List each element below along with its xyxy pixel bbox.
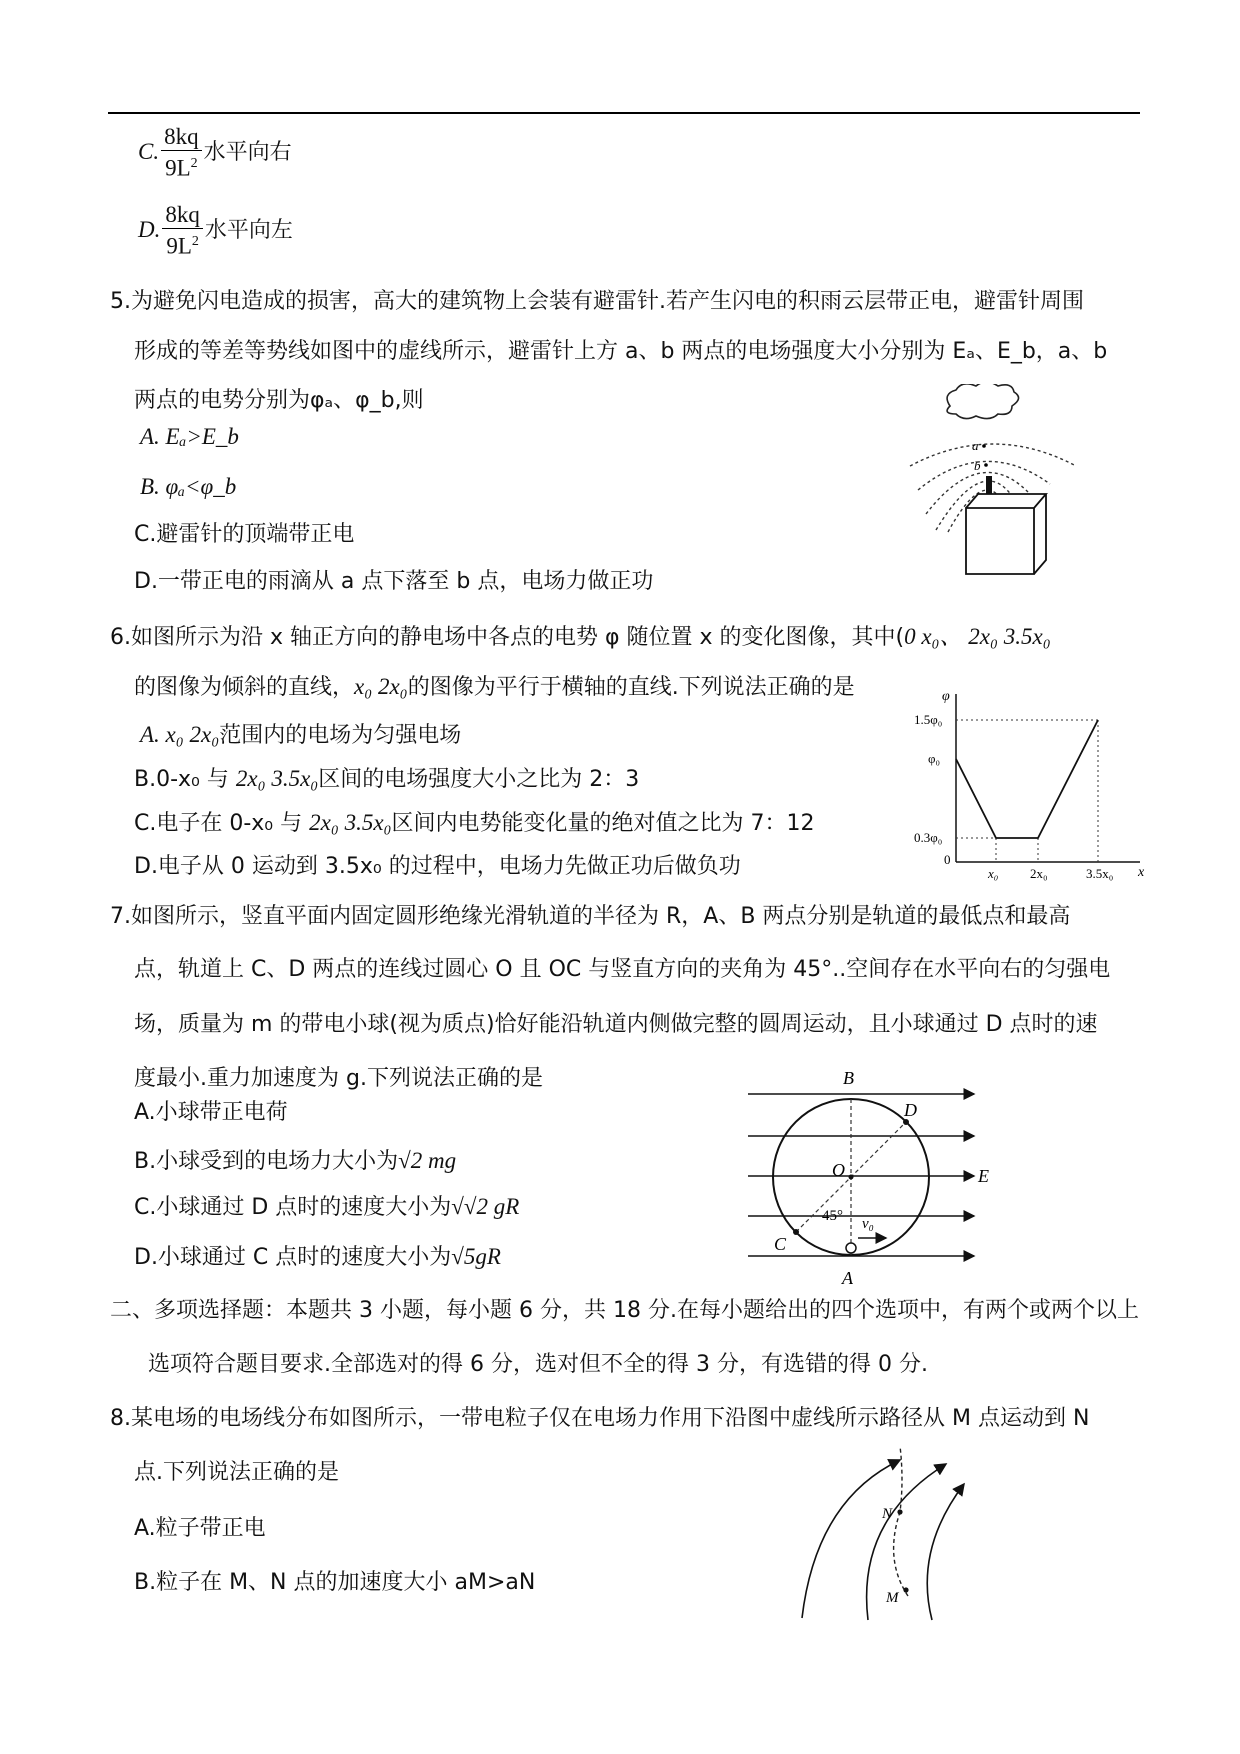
label-e: E xyxy=(978,1166,989,1186)
cloud-icon xyxy=(947,384,1018,419)
q8-option-a: A.粒子带正电 xyxy=(134,1516,266,1541)
particle-path xyxy=(894,1446,908,1596)
q4-option-d-fraction: $\frac{8kq}{9L^2}$ xyxy=(162,202,203,260)
equipotential-line-1 xyxy=(910,444,1076,466)
q6-option-b: B.0-x₀ 与 2x₀ 3.5x₀区间的电场强度大小之比为 2：3 xyxy=(134,766,640,792)
y-tick-1-5phi0: 1.5φ₀ xyxy=(914,712,943,727)
q7-stem-line-1: 7.如图所示，竖直平面内固定圆形绝缘光滑轨道的半径为 R，A、B 两点分别是轨道的最低点和最高 xyxy=(110,904,1071,929)
label-n: N xyxy=(882,1506,893,1522)
q5-stem-line-1: 5.为避免闪电造成的损害，高大的建筑物上会装有避雷针.若产生闪电的积雨云层带正电，避雷针周围 xyxy=(110,289,1084,314)
label-v0: v₀ xyxy=(862,1216,874,1232)
section-2-heading-line-1: 二、多项选择题：本题共 3 小题，每小题 6 分，共 18 分.在每小题给出的四个选项中，有两个或两个以上 xyxy=(110,1298,1139,1323)
label-b: b xyxy=(974,458,981,473)
label-angle: 45° xyxy=(822,1208,843,1224)
q6-option-c: C.电子在 0-x₀ 与 2x₀ 3.5x₀区间内电势能变化量的绝对值之比为 7：12 xyxy=(134,810,815,836)
potential-curve xyxy=(956,720,1098,838)
center-o xyxy=(849,1175,854,1180)
label-m: M xyxy=(886,1590,899,1606)
label-c: C xyxy=(774,1234,787,1254)
y-axis-label: φ xyxy=(942,689,950,704)
q6-range-math: 0 x₀、 2x₀ 3.5x₀ xyxy=(904,624,1051,649)
label-a: A xyxy=(842,1268,853,1288)
q7-circular-track-figure xyxy=(744,1066,994,1292)
q6-option-d: D.电子从 0 运动到 3.5x₀ 的过程中，电场力先做正功后做负功 xyxy=(134,854,741,879)
x-tick-2x0: 2x₀ xyxy=(1030,866,1048,881)
q5-option-b: B. φₐ<φ_b xyxy=(140,474,237,499)
y-tick-phi0: φ₀ xyxy=(928,751,941,766)
q5-option-d: D.一带正电的雨滴从 a 点下落至 b 点，电场力做正功 xyxy=(134,569,654,594)
point-b xyxy=(984,463,988,467)
q4-option-c-letter: C. xyxy=(138,138,160,164)
header-rule xyxy=(108,112,1140,114)
y-tick-0: 0 xyxy=(944,852,951,867)
q5-stem-line-2: 形成的等差等势线如图中的虚线所示，避雷针上方 a、b 两点的电场强度大小分别为 Eₐ、E_b，a、b xyxy=(134,339,1108,364)
q8-stem-line-2: 点.下列说法正确的是 xyxy=(134,1460,339,1485)
q5-stem-line-3: 两点的电势分别为φₐ、φ_b,则 xyxy=(134,388,424,413)
label-o: O xyxy=(832,1160,845,1180)
section-2-heading-line-2: 选项符合题目要求.全部选对的得 6 分，选对但不全的得 3 分，有选错的得 0 分. xyxy=(148,1352,928,1377)
q4-option-c xyxy=(138,124,292,182)
q6-stem-line-1: 6.如图所示为沿 x 轴正方向的静电场中各点的电势 φ 随位置 x 的变化图像，其中(0 x₀、 2x₀ 3.5x₀ xyxy=(110,624,1051,650)
q5-lightning-rod-figure xyxy=(900,384,1086,580)
q5-option-c: C.避雷针的顶端带正电 xyxy=(134,522,355,547)
q4-option-c-direction: 水平向右 xyxy=(203,139,292,165)
q5-option-a: A. Eₐ>E_b xyxy=(140,424,239,449)
point-a xyxy=(982,444,986,448)
q6-option-a: A. x₀ 2x₀范围内的电场为匀强电场 xyxy=(140,722,462,748)
point-m xyxy=(903,1587,908,1592)
q7-option-b: B.小球受到的电场力大小为√2 mg xyxy=(134,1148,457,1174)
q8-stem-line-1: 8.某电场的电场线分布如图所示，一带电粒子仅在电场力作用下沿图中虚线所示路径从 M 点运动到 N xyxy=(110,1406,1090,1431)
label-a: a xyxy=(972,438,979,453)
x-tick-3-5x0: 3.5x₀ xyxy=(1086,866,1114,881)
q7-option-c: C.小球通过 D 点时的速度大小为√√2 gR xyxy=(134,1194,520,1220)
q7-stem-line-4: 度最小.重力加速度为 g.下列说法正确的是 xyxy=(134,1066,543,1091)
label-d: D xyxy=(904,1100,917,1120)
q8-field-lines-figure xyxy=(796,1440,976,1626)
y-tick-0-3phi0: 0.3φ₀ xyxy=(914,830,943,845)
label-b: B xyxy=(843,1068,854,1088)
q4-option-d-letter: D. xyxy=(138,216,161,242)
x-axis-label: x xyxy=(1138,865,1145,880)
q4-option-d xyxy=(138,202,293,260)
ball-at-a xyxy=(846,1243,856,1253)
q7-option-a: A.小球带正电荷 xyxy=(134,1100,288,1125)
q6-stem-line-2: 的图像为倾斜的直线，x₀ 2x₀的图像为平行于横轴的直线.下列说法正确的是 xyxy=(134,674,855,700)
building xyxy=(966,494,1046,574)
point-n xyxy=(897,1509,902,1514)
q7-option-b-math: √2 mg xyxy=(398,1148,457,1173)
q8-option-b: B.粒子在 M、N 点的加速度大小 aM>aN xyxy=(134,1570,536,1595)
q6-potential-graph xyxy=(912,686,1150,884)
point-c xyxy=(793,1229,799,1235)
q4-option-c-fraction: $\frac{8kq}{9L^2}$ xyxy=(161,124,202,182)
q7-stem-line-3: 场，质量为 m 的带电小球(视为质点)恰好能沿轨道内侧做完整的圆周运动，且小球通过 D 点时的速 xyxy=(134,1012,1098,1037)
q7-option-d: D.小球通过 C 点时的速度大小为√5gR xyxy=(134,1244,501,1270)
equipotential-line-2 xyxy=(918,461,1050,490)
q7-option-d-math: √5gR xyxy=(451,1244,501,1269)
q4-option-d-direction: 水平向左 xyxy=(204,217,293,243)
q7-stem-line-2: 点，轨道上 C、D 两点的连线过圆心 O 且 OC 与竖直方向的夹角为 45°..空间存在水平向右的匀强电 xyxy=(134,957,1111,982)
q7-option-c-math: √√2 gR xyxy=(451,1194,520,1219)
x-tick-x0: x₀ xyxy=(988,866,999,881)
field-line-right xyxy=(927,1484,964,1620)
